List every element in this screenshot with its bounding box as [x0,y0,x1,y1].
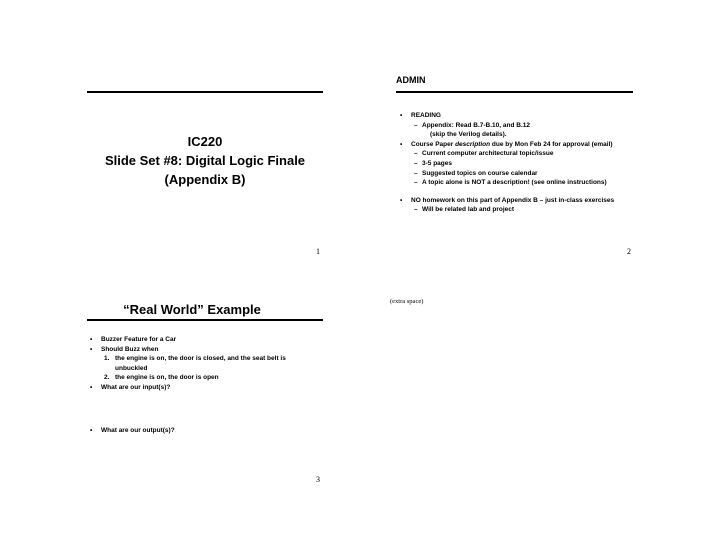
dash-icon: – [414,159,418,167]
bullet-icon: • [90,336,93,343]
list-item [400,149,640,159]
list-item-text: the engine is on, the door is open [115,374,219,382]
list-item-text: What are our input(s)? [101,383,171,391]
slide3-bullet-list [90,335,320,393]
slide1-page-number: 1 [316,247,320,256]
bullet-icon: • [90,383,93,391]
list-item [400,111,640,121]
list-item [400,178,640,188]
list-item-text: Buzzer Feature for a Car [101,336,177,343]
slide2-page-number: 2 [627,247,631,256]
list-item-text: Course Paper [411,140,456,148]
dash-icon: – [414,150,418,158]
dash-icon: – [414,179,418,187]
list-item-text: (skip the Verilog details). [430,131,507,139]
bullet-icon: • [400,112,403,119]
list-item-text: due by Mon Feb 24 for approval (email) [490,140,613,148]
list-item [90,364,320,374]
number-marker: 1. [104,355,110,363]
slide2-bullet-list [400,111,640,215]
list-item [90,373,320,383]
list-item-text: Appendix: Read B.7-B.10, and B.12 [422,121,530,129]
number-marker: 2. [104,374,110,382]
list-item [400,121,640,131]
list-item [400,169,640,179]
slide3-output-bullet [90,426,320,436]
emphasis-text: description [455,140,491,148]
list-item [90,354,320,364]
extra-space-label: (extra space) [390,298,424,305]
list-item [400,130,640,140]
list-item-text: Current computer architectural topic/issue [422,150,554,158]
list-item [90,345,320,355]
dash-icon: – [414,169,418,177]
slide2-heading: ADMIN [396,75,426,85]
list-item [400,159,640,169]
list-item-text: Will be related lab and project [422,206,515,214]
dash-icon: – [414,121,418,129]
slide1-title [87,132,323,189]
list-item-text: unbuckled [115,364,148,372]
list-item-text: Should Buzz when [101,345,159,353]
bullet-icon: • [90,345,93,353]
list-item-text: 3-5 pages [422,159,452,167]
list-item-text: the engine is on, the door is closed, and the seat belt is [115,355,286,363]
list-item-text: NO homework on this part of Appendix B – just in-class exercises [411,196,615,204]
slide3-top-rule [87,319,323,321]
list-item-text: Suggested topics on course calendar [422,169,538,177]
slide3-page-number: 3 [316,475,320,484]
bullet-icon: • [400,140,403,148]
list-item [90,383,320,393]
bullet-icon: • [90,427,93,434]
list-item [90,335,320,345]
bullet-icon: • [400,196,403,204]
slide1-title-line: Slide Set #8: Digital Logic Finale [104,153,306,168]
slide1-top-rule [87,91,323,93]
slide1-title-line: (Appendix B) [164,172,246,187]
list-item-text: A topic alone is NOT a description! (see online instructions) [422,179,607,187]
list-item [90,426,320,436]
dash-icon: – [414,206,418,214]
list-item [400,205,640,215]
slide1-title-line: IC220 [187,134,223,149]
list-item-text: READING [411,112,441,119]
slide3-heading: “Real World” Example [123,302,261,317]
list-item [400,140,640,150]
slide2-top-rule [396,91,633,93]
list-item [400,196,640,206]
list-item-text: What are our output(s)? [101,427,175,434]
